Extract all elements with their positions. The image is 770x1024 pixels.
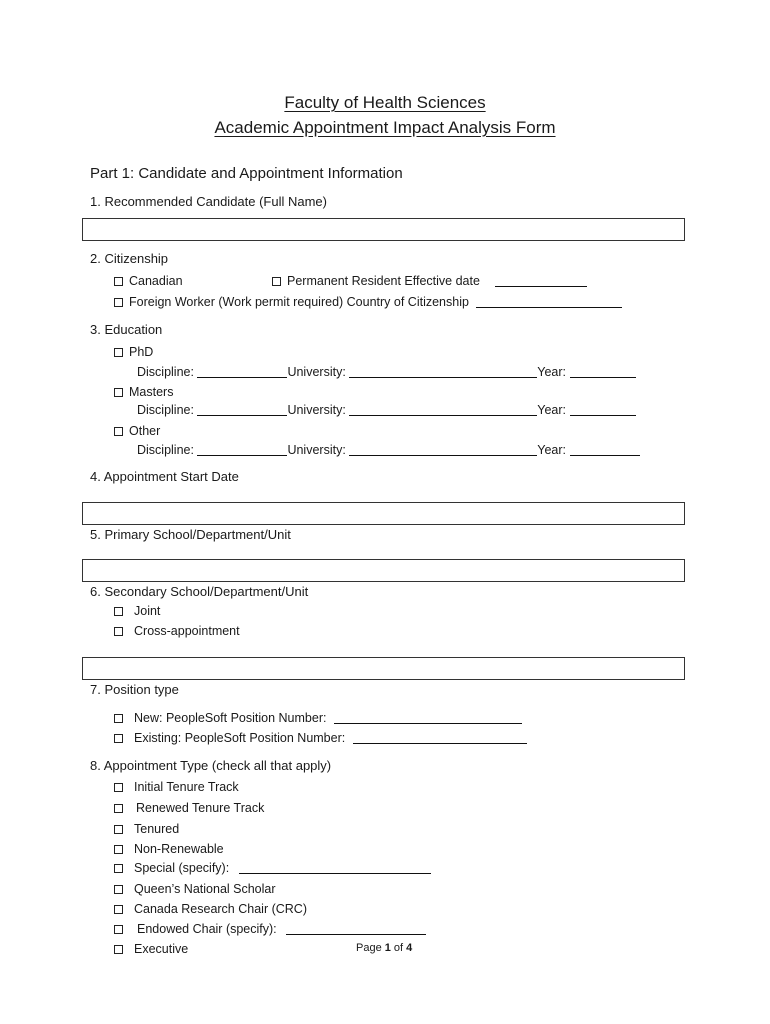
effective-date-line[interactable] bbox=[495, 274, 587, 287]
appointment-type-option[interactable] bbox=[114, 902, 307, 916]
appointment-type-option[interactable] bbox=[114, 922, 426, 936]
citizenship-permanent-option[interactable] bbox=[272, 274, 587, 288]
q4-label: 4. Appointment Start Date bbox=[90, 469, 239, 484]
page-number bbox=[356, 942, 412, 954]
form-title-faculty: Faculty of Health Sciences bbox=[284, 93, 486, 112]
discipline-line[interactable] bbox=[197, 365, 287, 378]
option-label: Joint bbox=[134, 604, 161, 618]
option-label: Foreign Worker (Work permit required) Country of Citizenship bbox=[129, 295, 469, 309]
option-label: Canadian bbox=[129, 274, 183, 288]
appointment-type-option[interactable] bbox=[114, 780, 239, 794]
new-position-number-line[interactable] bbox=[334, 711, 522, 724]
education-masters-option[interactable] bbox=[114, 385, 173, 399]
year-line[interactable] bbox=[570, 443, 640, 456]
checkbox-icon[interactable] bbox=[114, 945, 123, 954]
checkbox-icon[interactable] bbox=[114, 783, 123, 792]
checkbox-icon[interactable] bbox=[114, 607, 123, 616]
checkbox-icon[interactable] bbox=[114, 714, 123, 723]
q1-label: 1. Recommended Candidate (Full Name) bbox=[90, 194, 327, 209]
page-of: of bbox=[390, 942, 407, 954]
page-current: 1 bbox=[384, 942, 391, 954]
option-label: Initial Tenure Track bbox=[134, 780, 239, 794]
education-phd-option[interactable] bbox=[114, 345, 153, 359]
part1-heading: Part 1: Candidate and Appointment Information bbox=[90, 165, 403, 182]
citizenship-canadian-option[interactable] bbox=[114, 274, 183, 288]
checkbox-icon[interactable] bbox=[114, 427, 123, 436]
phd-details-row bbox=[137, 365, 636, 379]
existing-position-number-line[interactable] bbox=[353, 731, 527, 744]
year-label: Year: bbox=[537, 403, 567, 417]
discipline-label: Discipline: bbox=[137, 365, 194, 379]
q7-label: 7. Position type bbox=[90, 682, 179, 697]
secondary-unit-field[interactable] bbox=[82, 657, 685, 680]
university-line[interactable] bbox=[349, 365, 537, 378]
checkbox-icon[interactable] bbox=[114, 277, 123, 286]
checkbox-icon[interactable] bbox=[114, 864, 123, 873]
option-label: Queen’s National Scholar bbox=[134, 882, 276, 896]
option-label: Tenured bbox=[134, 822, 180, 836]
form-title-name: Academic Appointment Impact Analysis Form bbox=[214, 118, 556, 137]
option-label: Permanent Resident Effective date bbox=[287, 274, 480, 288]
option-label: Other bbox=[129, 424, 161, 438]
university-label: University: bbox=[287, 365, 346, 379]
appointment-type-option[interactable] bbox=[114, 861, 431, 875]
masters-details-row bbox=[137, 403, 636, 417]
university-line[interactable] bbox=[349, 403, 537, 416]
q5-label: 5. Primary School/Department/Unit bbox=[90, 527, 291, 542]
year-line[interactable] bbox=[570, 365, 636, 378]
year-label: Year: bbox=[537, 443, 567, 457]
checkbox-icon[interactable] bbox=[114, 804, 123, 813]
option-label: Renewed Tenure Track bbox=[136, 801, 265, 815]
checkbox-icon[interactable] bbox=[114, 885, 123, 894]
option-label: Existing: PeopleSoft Position Number: bbox=[134, 731, 346, 745]
special-specify-line[interactable] bbox=[239, 861, 431, 874]
option-label: Masters bbox=[129, 385, 174, 399]
checkbox-icon[interactable] bbox=[114, 925, 123, 934]
checkbox-icon[interactable] bbox=[114, 905, 123, 914]
q6-label: 6. Secondary School/Department/Unit bbox=[90, 584, 309, 599]
appointment-type-option[interactable] bbox=[114, 822, 179, 836]
checkbox-icon[interactable] bbox=[114, 734, 123, 743]
checkbox-icon[interactable] bbox=[114, 627, 123, 636]
university-line[interactable] bbox=[349, 443, 537, 456]
checkbox-icon[interactable] bbox=[272, 277, 281, 286]
checkbox-icon[interactable] bbox=[114, 845, 123, 854]
q8-label: 8. Appointment Type (check all that apply) bbox=[90, 758, 332, 773]
secondary-joint-option[interactable] bbox=[114, 604, 160, 618]
university-label: University: bbox=[287, 403, 346, 417]
option-label: Special (specify): bbox=[134, 861, 230, 875]
page-total: 4 bbox=[406, 942, 413, 954]
page-prefix: Page bbox=[356, 942, 385, 954]
checkbox-icon[interactable] bbox=[114, 298, 123, 307]
discipline-line[interactable] bbox=[197, 443, 287, 456]
appointment-type-option[interactable] bbox=[114, 942, 188, 956]
education-other-option[interactable] bbox=[114, 424, 160, 438]
checkbox-icon[interactable] bbox=[114, 825, 123, 834]
start-date-field[interactable] bbox=[82, 502, 685, 525]
checkbox-icon[interactable] bbox=[114, 348, 123, 357]
year-label: Year: bbox=[537, 365, 567, 379]
primary-unit-field[interactable] bbox=[82, 559, 685, 582]
discipline-line[interactable] bbox=[197, 403, 287, 416]
country-line[interactable] bbox=[476, 295, 622, 308]
discipline-label: Discipline: bbox=[137, 403, 194, 417]
option-label: Endowed Chair (specify): bbox=[137, 922, 277, 936]
endowed-specify-line[interactable] bbox=[286, 922, 426, 935]
year-line[interactable] bbox=[570, 403, 636, 416]
candidate-name-field[interactable] bbox=[82, 218, 685, 241]
appointment-type-option[interactable] bbox=[114, 801, 264, 815]
option-label: New: PeopleSoft Position Number: bbox=[134, 711, 327, 725]
citizenship-foreign-option[interactable] bbox=[114, 295, 622, 309]
option-label: Cross-appointment bbox=[134, 624, 240, 638]
appointment-type-option[interactable] bbox=[114, 842, 224, 856]
position-new-option[interactable] bbox=[114, 711, 522, 725]
other-details-row bbox=[137, 443, 640, 457]
appointment-type-option[interactable] bbox=[114, 882, 276, 896]
option-label: Non-Renewable bbox=[134, 842, 224, 856]
option-label: Executive bbox=[134, 942, 189, 956]
q2-label: 2. Citizenship bbox=[90, 251, 169, 266]
university-label: University: bbox=[287, 443, 346, 457]
position-existing-option[interactable] bbox=[114, 731, 527, 745]
discipline-label: Discipline: bbox=[137, 443, 194, 457]
option-label: Canada Research Chair (CRC) bbox=[134, 902, 307, 916]
checkbox-icon[interactable] bbox=[114, 388, 123, 397]
q3-label: 3. Education bbox=[90, 322, 163, 337]
secondary-cross-option[interactable] bbox=[114, 624, 240, 638]
option-label: PhD bbox=[129, 345, 154, 359]
